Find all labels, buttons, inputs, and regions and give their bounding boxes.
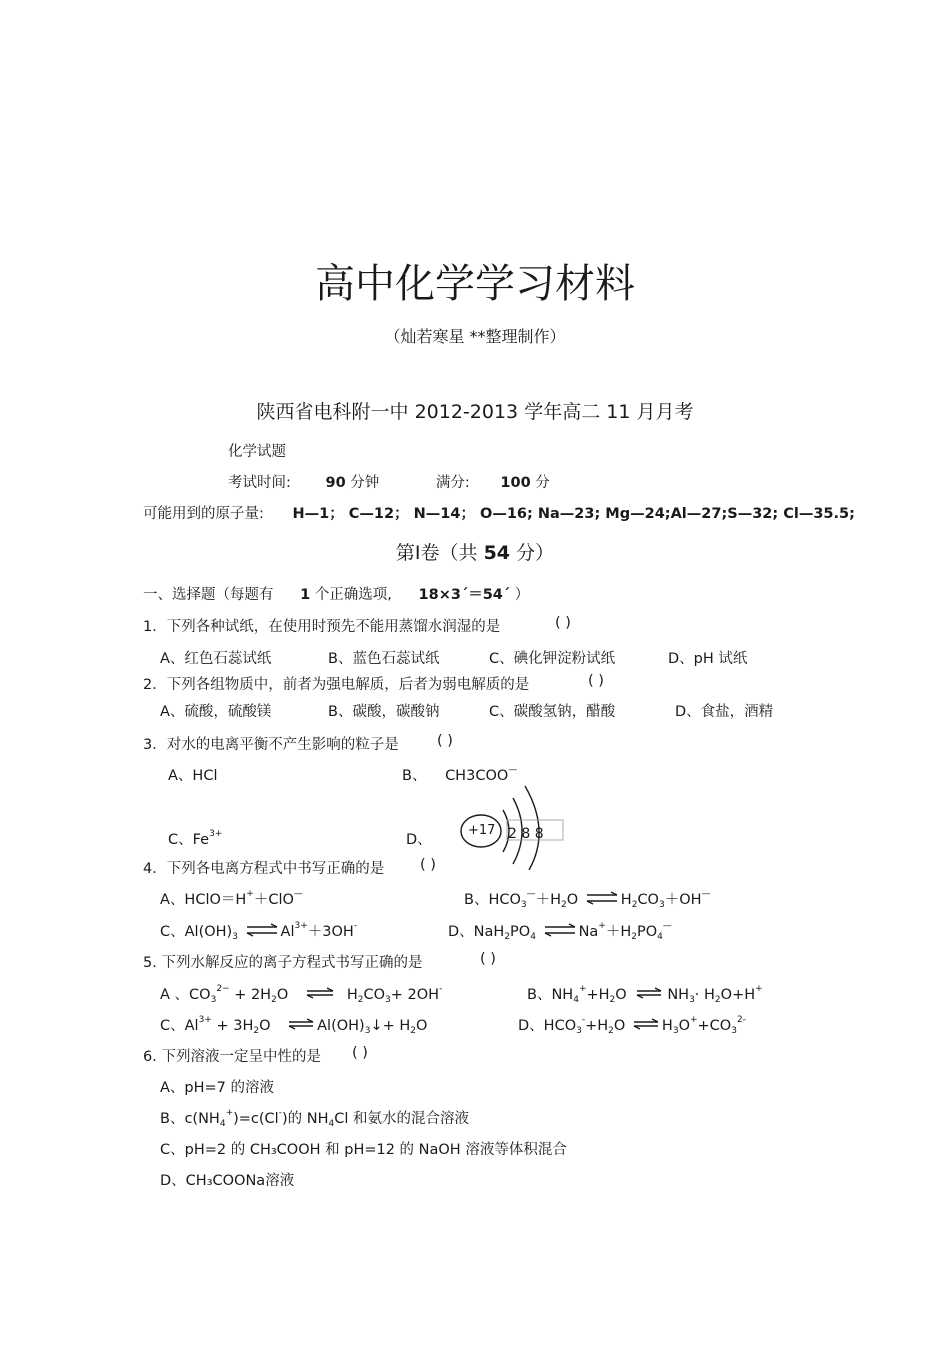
q6-option-a: A、pH=7 的溶液 — [160, 1080, 275, 1096]
section-d: 18×3´＝54´ — [418, 587, 511, 603]
q4-d-text-3: Na — [578, 924, 599, 940]
q4-a-text-2: ＋ClO — [253, 892, 294, 908]
q5-d-text-5: O — [678, 1018, 690, 1034]
section-e: ） — [514, 587, 530, 603]
time-unit: 分钟 — [350, 475, 380, 491]
q5-d-text-6: +CO — [697, 1018, 732, 1034]
q5-a-text-3: O — [276, 987, 289, 1003]
q3-option-c-label: C、Fe — [168, 832, 210, 848]
q5-a-text: A 、CO — [160, 987, 211, 1003]
q5-a-text-5: CO — [363, 987, 386, 1003]
q5-a-text-6: + 2OH — [390, 987, 440, 1003]
nucleus-label: +17 — [468, 823, 496, 838]
q4-option-c: C、$Al(OH)_3$ $Al^{3+}+3OH^-$ — [160, 921, 358, 942]
q4-b-text-3: O — [566, 892, 579, 908]
subject-label: 化学试题 — [228, 444, 286, 460]
question-3-paren: ( ) — [437, 733, 453, 749]
q5-c-text-4: Al(OH) — [317, 1018, 365, 1034]
q3-option-c-charge: 3+ — [209, 829, 223, 839]
q6-option-c: C、pH=2 的 CH₃COOH 和 pH=12 的 NaOH 溶液等体积混合 — [160, 1142, 567, 1158]
subtitle: （灿若寒星 **整理制作） — [384, 327, 566, 346]
part-title-score: 54 — [483, 542, 511, 564]
q4-c-text: C、Al(OH) — [160, 924, 233, 940]
section-a: 一、选择题（每题有 — [143, 587, 274, 603]
q3-option-c — [168, 828, 222, 849]
q3-option-b-formula: CH3COO — [445, 768, 509, 784]
q5-option-a: A 、$CO_3^{2-} + 2H_2O$ $H_2CO_3+ 2OH^-$ — [160, 984, 443, 1005]
q6-option-d: D、CH₃COONa溶液 — [160, 1173, 295, 1189]
q4-b-text: B、HCO — [464, 892, 521, 908]
exam-title: 陕西省电科附一中 2012-2013 学年高二 11 月月考 — [256, 401, 694, 423]
q5-a-text-2: + 2H — [234, 987, 272, 1003]
q2-option-a: A、硫酸，硫酸镁 — [160, 704, 272, 720]
question-2-stem: 2．下列各组物质中，前者为强电解质，后者为弱电解质的是 — [143, 677, 530, 693]
q4-option-b: B、$HCO_3^—+H_2O$ $H_2CO_3+OH^—$ — [464, 889, 711, 910]
question-2-paren: ( ) — [588, 673, 604, 689]
question-1-stem: 1．下列各种试纸，在使用时预先不能用蒸馏水润湿的是 — [143, 619, 501, 635]
q2-option-d: D、食盐，酒精 — [675, 704, 774, 720]
q5-a-text-4: H — [346, 987, 358, 1003]
question-3-stem: 3．对水的电离平衡不产生影响的粒子是 — [143, 737, 399, 753]
section-heading — [143, 583, 529, 604]
q4-d-text-2: PO — [510, 924, 531, 940]
q5-c-text-2: + 3H — [216, 1018, 254, 1034]
q5-b-text-2: +H — [586, 987, 610, 1003]
equilibrium-arrow-icon — [245, 923, 279, 937]
q5-d-text: D、HCO — [518, 1018, 577, 1034]
time-label: 考试时间: — [228, 475, 291, 491]
question-4-paren: ( ) — [420, 857, 436, 873]
question-6-stem: 6. 下列溶液一定呈中性的是 — [143, 1049, 321, 1065]
q5-d-text-3: O — [613, 1018, 626, 1034]
q4-d-text-4: ＋H — [605, 924, 632, 940]
equilibrium-arrow-icon — [585, 891, 619, 905]
score-value: 100 — [500, 475, 531, 491]
question-5-paren: ( ) — [480, 951, 496, 967]
part-title-c: 分） — [516, 542, 555, 564]
part-title — [0, 538, 950, 565]
equilibrium-arrow-icon — [305, 986, 335, 1000]
q4-c-text-2: Al — [280, 924, 295, 940]
q6-b-text-3: )的 NH — [281, 1111, 329, 1127]
q5-option-b: B、$NH_4^++H_2O$ $NH_3\cdot H_2O+H^+$ — [527, 984, 763, 1005]
q6-b-text-2: )=c(Cl — [233, 1111, 279, 1127]
part-title-a: 第Ⅰ卷（共 — [395, 542, 478, 564]
atomic-values: H—1； C—12； N—14； O—16; Na—23; Mg—24;Al—27;S—32; Cl—35.5; — [292, 506, 855, 522]
q4-b-text-6: ＋OH — [664, 892, 702, 908]
score-label: 满分: — [435, 475, 470, 491]
q4-option-d: D、$NaH_2PO_4$ $Na^++H_2PO_4^—$ — [448, 921, 672, 942]
question-1-paren: ( ) — [555, 615, 571, 631]
q5-option-c: C、$Al^{3+} + 3H_2O$ $Al(OH)_3↓+ H_2O$ — [160, 1015, 428, 1036]
q3-option-a: A、HCl — [168, 768, 218, 784]
q4-d-text-5: PO — [636, 924, 658, 940]
q1-option-a: A、红色石蕊试纸 — [160, 651, 272, 667]
q6-option-b: B、$c(NH_4^+)=c(Cl^-)$的 $NH_4Cl$ 和氨水的混合溶液 — [160, 1108, 469, 1129]
q2-option-c: C、碳酸氢钠，醋酸 — [489, 704, 616, 720]
q1-option-c: C、碘化钾淀粉试纸 — [489, 651, 616, 667]
q3-option-d: D、 — [406, 832, 432, 848]
q4-a-text: A、HClO＝H — [160, 892, 247, 908]
question-6-paren: ( ) — [352, 1045, 368, 1061]
q1-option-d: D、pH 试纸 — [668, 651, 748, 667]
question-4-stem: 4．下列各电离方程式中书写正确的是 — [143, 861, 385, 877]
q5-c-text-5: ↓+ H — [370, 1018, 411, 1034]
q4-b-text-4: H — [620, 892, 632, 908]
q5-b-text: B、NH — [527, 987, 574, 1003]
q4-d-text: D、NaH — [448, 924, 505, 940]
equilibrium-arrow-icon — [287, 1017, 315, 1031]
q5-b-text-6: O+H — [720, 987, 756, 1003]
atomic-label: 可能用到的原子量: — [143, 506, 264, 522]
q4-option-a — [160, 888, 303, 909]
q5-d-text-4: H — [661, 1018, 673, 1034]
section-c: 个正确选项, — [314, 587, 392, 603]
q2-option-b: B、碳酸，碳酸钠 — [328, 704, 440, 720]
equilibrium-arrow-icon — [635, 986, 663, 1000]
equilibrium-arrow-icon — [543, 923, 577, 937]
q5-c-text-3: O — [259, 1018, 271, 1034]
q4-c-text-3: ＋3OH — [307, 924, 354, 940]
q5-d-text-2: +H — [585, 1018, 609, 1034]
section-b: 1 — [300, 587, 311, 603]
score-unit: 分 — [535, 475, 550, 491]
q6-b-text-4: Cl 和氨水的混合溶液 — [334, 1111, 469, 1127]
exam-time-row — [228, 471, 550, 492]
q4-b-text-5: CO — [637, 892, 659, 908]
question-5-stem: 5. 下列水解反应的离子方程式书写正确的是 — [143, 955, 423, 971]
q4-b-text-2: ＋H — [535, 892, 562, 908]
q5-option-d: D、$HCO_3^-+H_2O$ $H_3O^++CO_3^{2-}$ — [518, 1015, 746, 1036]
page-title: 高中化学学习材料 — [315, 261, 635, 307]
q4-a-charge-1: + — [246, 889, 254, 899]
shell-electrons: 2 8 8 — [508, 826, 544, 842]
q5-b-text-4: NH — [667, 987, 690, 1003]
q3-option-b-label: B、 — [402, 768, 427, 784]
equilibrium-arrow-icon — [632, 1017, 660, 1031]
q5-b-text-3: O — [615, 987, 627, 1003]
q5-c-text: C、Al — [160, 1018, 199, 1034]
q5-c-text-6: O — [415, 1018, 428, 1034]
time-value: 90 — [325, 475, 346, 491]
q1-option-b: B、蓝色石蕊试纸 — [328, 651, 440, 667]
atomic-mass-row — [143, 502, 855, 523]
q5-b-text-5: · H — [694, 987, 715, 1003]
q3-b-charge: — — [508, 765, 518, 775]
q4-a-charge-2: — — [293, 889, 303, 899]
q6-b-text-1: B、c(NH — [160, 1111, 220, 1127]
